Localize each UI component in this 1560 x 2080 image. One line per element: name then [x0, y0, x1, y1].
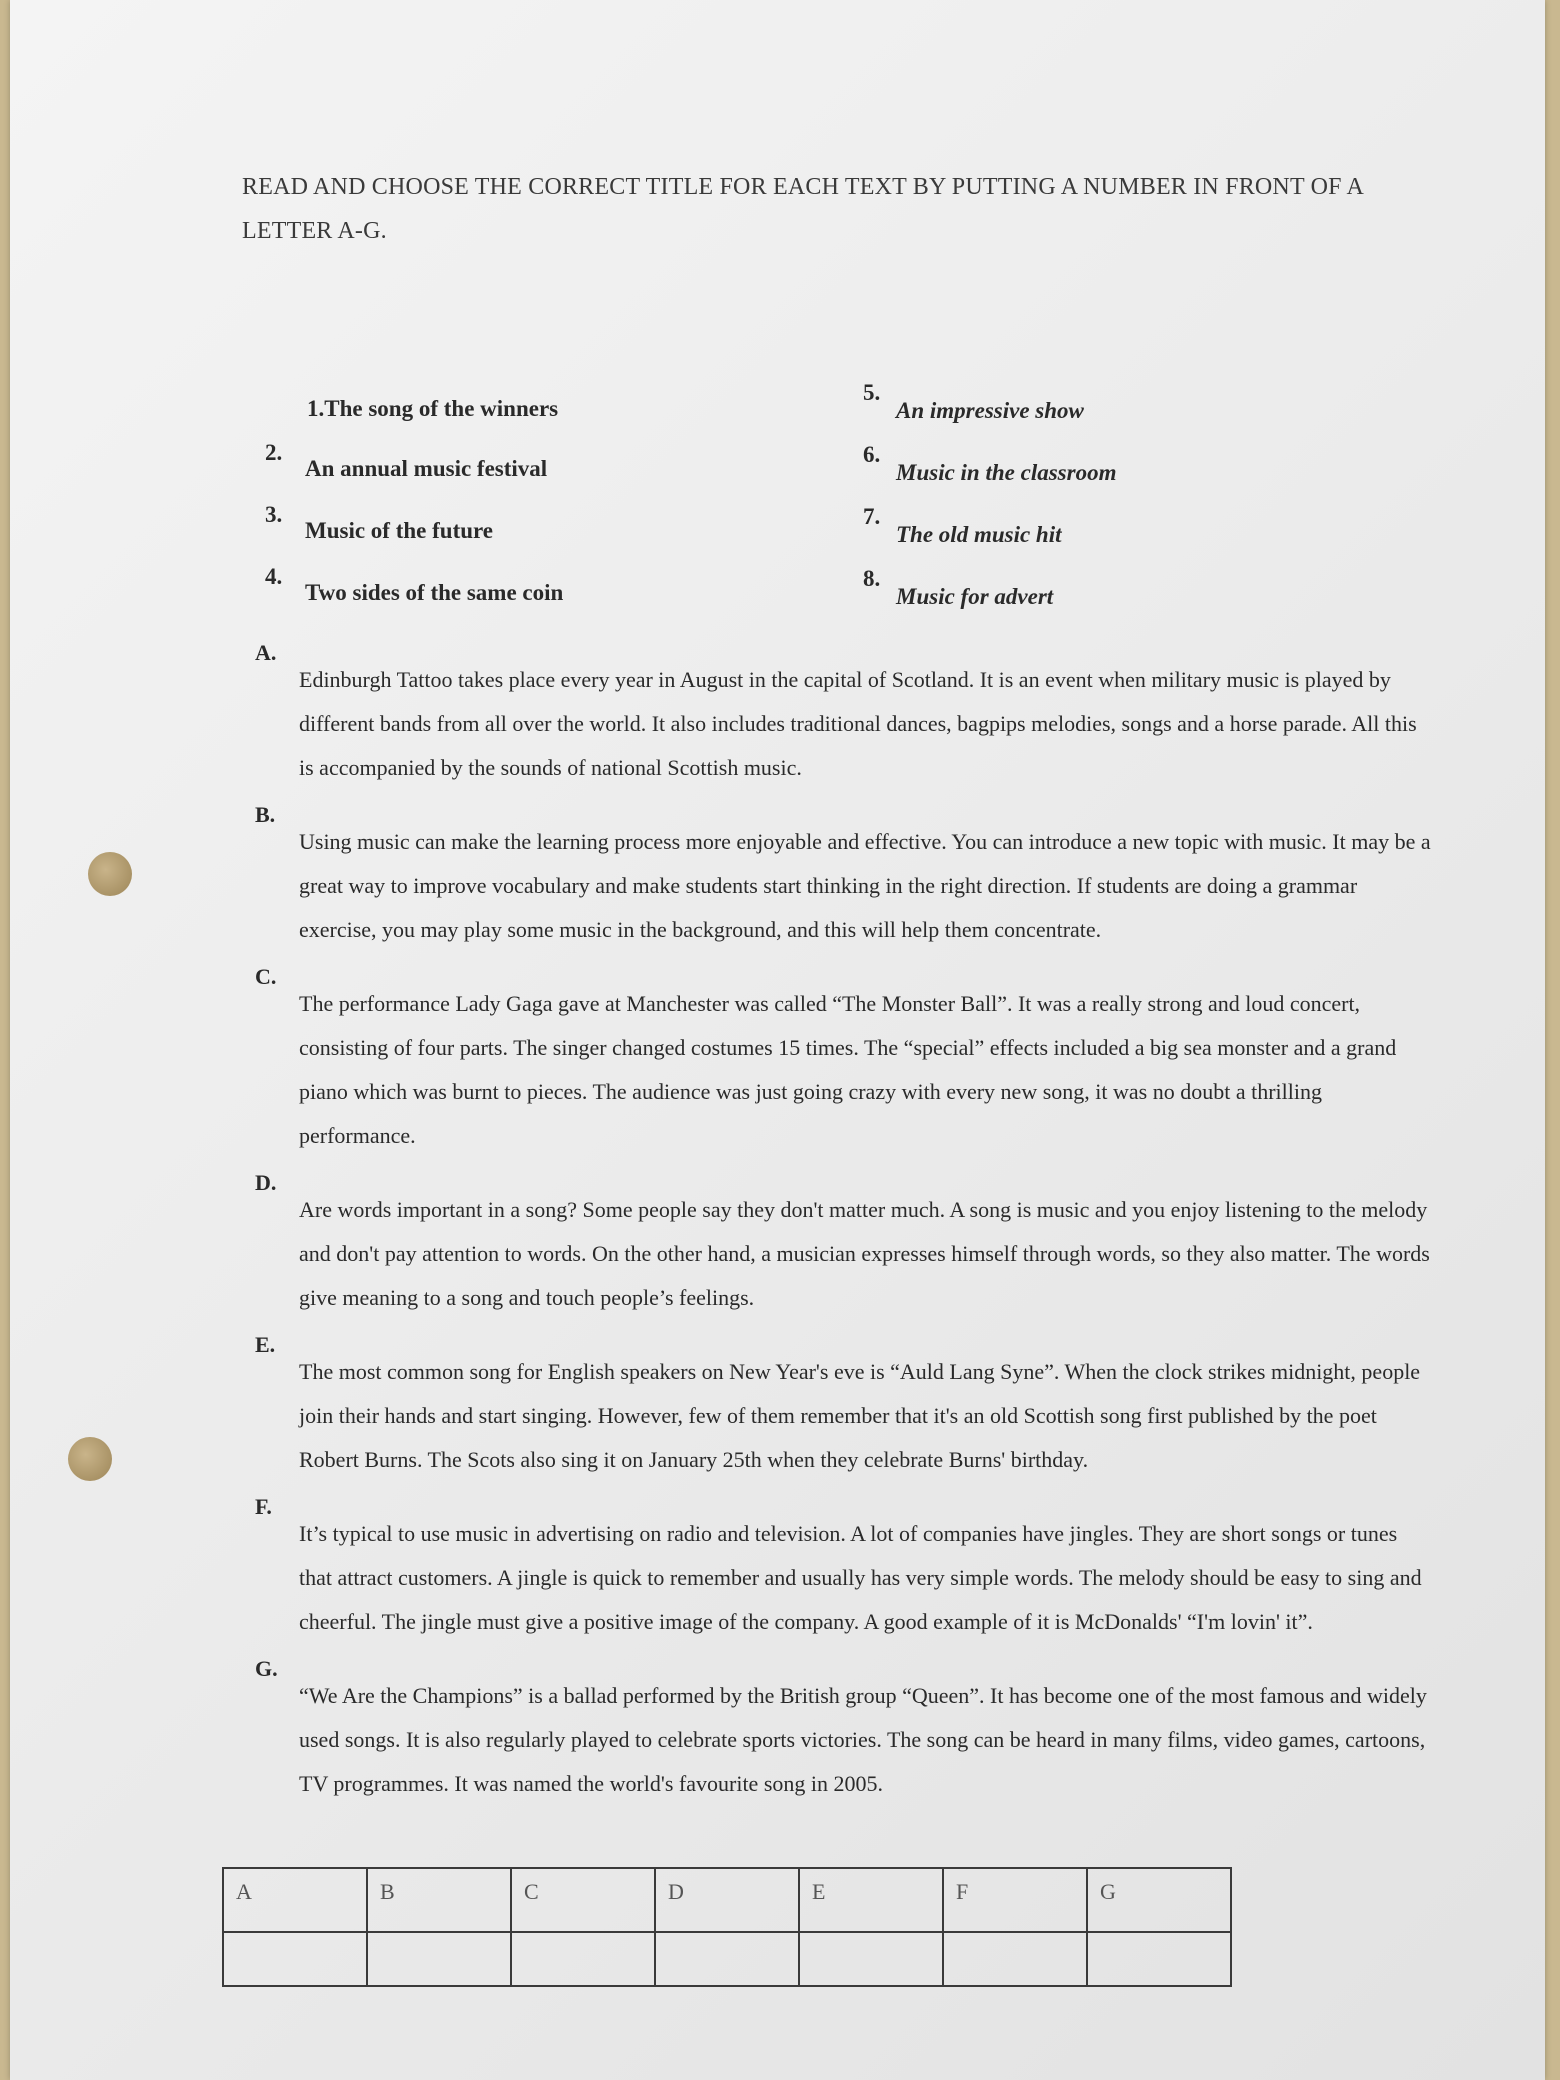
title-number: 6.: [863, 442, 881, 467]
title-options: [265, 380, 1265, 620]
text-body: Using music can make the learning process more enjoyable and effective. You can introduce a new topic with music. It may be a great way to improve vocabulary and make students start thinking in the right direction. If students are doing a grammar exercise, you may play some music in the background, and this will help them concentrate.: [299, 829, 1431, 942]
title-text: An annual music festival: [305, 456, 548, 481]
text-letter: E.: [255, 1332, 276, 1357]
answer-cell-c[interactable]: [511, 1932, 655, 1986]
text-body: “We Are the Champions” is a ballad performed by the British group “Queen”. It has become one of the most famous and widely used songs. It is also regularly played to celebrate sports victories. The song can be heard in many films, video games, cartoons, TV programmes. It was named the world's favourite song in 2005.: [299, 1683, 1427, 1796]
answer-header-g: G: [1087, 1868, 1231, 1932]
answer-table: [222, 1867, 1232, 1987]
title-text: Music in the classroom: [896, 460, 1117, 485]
title-text: Music of the future: [305, 518, 494, 543]
answer-header-c: C: [511, 1868, 655, 1932]
text-block-a: [255, 640, 1435, 790]
text-letter: G.: [255, 1656, 278, 1681]
title-number: 5.: [863, 380, 881, 405]
title-text: An impressive show: [896, 398, 1084, 423]
text-body: The most common song for English speakers on New Year's eve is “Auld Lang Syne”. When the clock strikes midnight, people join their hands and start singing. However, few of them remember that it's an old Scottish song first published by the poet Robert Burns. The Scots also sing it on January 25th when they celebrate Burns' birthday.: [299, 1359, 1421, 1472]
text-letter: B.: [255, 802, 276, 827]
text-body: It’s typical to use music in advertising on radio and television. A lot of companies have jingles. They are short songs or tunes that attract customers. A jingle is quick to remember and usually has very simple words. The melody should be easy to sing and cheerful. The jingle must give a positive image of the company. A good example of it is McDonalds' “I'm lovin' it”.: [299, 1521, 1422, 1634]
title-text: The old music hit: [896, 522, 1062, 547]
answer-header-a: A: [223, 1868, 367, 1932]
text-block-g: [255, 1656, 1435, 1806]
text-block-b: [255, 802, 1435, 952]
title-number: 3.: [265, 502, 283, 527]
text-body: Edinburgh Tattoo takes place every year in August in the capital of Scotland. It is an event when military music is played by different bands from all over the world. It also includes traditional dances, bagpips melodies, songs and a horse parade. All this is accompanied by the sounds of national Scottish music.: [299, 667, 1417, 780]
title-number: 4.: [265, 564, 283, 589]
reading-texts: [255, 640, 1435, 1818]
text-letter: A.: [255, 640, 277, 665]
text-letter: F.: [255, 1494, 272, 1519]
answer-header-d: D: [655, 1868, 799, 1932]
answer-cell-b[interactable]: [367, 1932, 511, 1986]
answer-cell-g[interactable]: [1087, 1932, 1231, 1986]
text-block-c: [255, 964, 1435, 1158]
title-number: 2.: [265, 440, 283, 465]
title-text: 1.The song of the winners: [307, 396, 559, 421]
text-block-d: [255, 1170, 1435, 1320]
answer-cell-f[interactable]: [943, 1932, 1087, 1986]
answer-cell-a[interactable]: [223, 1932, 367, 1986]
instructions: READ AND CHOOSE THE CORRECT TITLE FOR EACH TEXT BY PUTTING A NUMBER IN FRONT OF A LETTER A-G.: [242, 174, 1363, 244]
answer-cell-e[interactable]: [799, 1932, 943, 1986]
answer-header-e: E: [799, 1868, 943, 1932]
text-body: Are words important in a song? Some people say they don't matter much. A song is music and you enjoy listening to the melody and don't pay attention to words. On the other hand, a musician expresses himself through words, so they also matter. The words give meaning to a song and touch people’s feelings.: [299, 1197, 1430, 1310]
title-number: 7.: [863, 504, 881, 529]
answer-table-header-row: [223, 1868, 1231, 1932]
title-text: Two sides of the same coin: [305, 580, 564, 605]
title-number: 8.: [863, 566, 881, 591]
worksheet-page: [10, 0, 1545, 2080]
text-body: The performance Lady Gaga gave at Manchester was called “The Monster Ball”. It was a really strong and loud concert, consisting of four parts. The singer changed costumes 15 times. The “special” effects included a big sea monster and a grand piano which was burnt to pieces. The audience was just going crazy with every new song, it was no doubt a thrilling performance.: [299, 991, 1397, 1148]
answer-header-f: F: [943, 1868, 1087, 1932]
answer-table-answer-row: [223, 1932, 1231, 1986]
answer-header-b: B: [367, 1868, 511, 1932]
text-letter: D.: [255, 1170, 277, 1195]
text-block-e: [255, 1332, 1435, 1482]
punch-hole-bottom: [68, 1437, 112, 1481]
answer-cell-d[interactable]: [655, 1932, 799, 1986]
punch-hole-top: [88, 852, 132, 896]
text-block-f: [255, 1494, 1435, 1644]
text-letter: C.: [255, 964, 277, 989]
title-text: Music for advert: [896, 584, 1054, 609]
